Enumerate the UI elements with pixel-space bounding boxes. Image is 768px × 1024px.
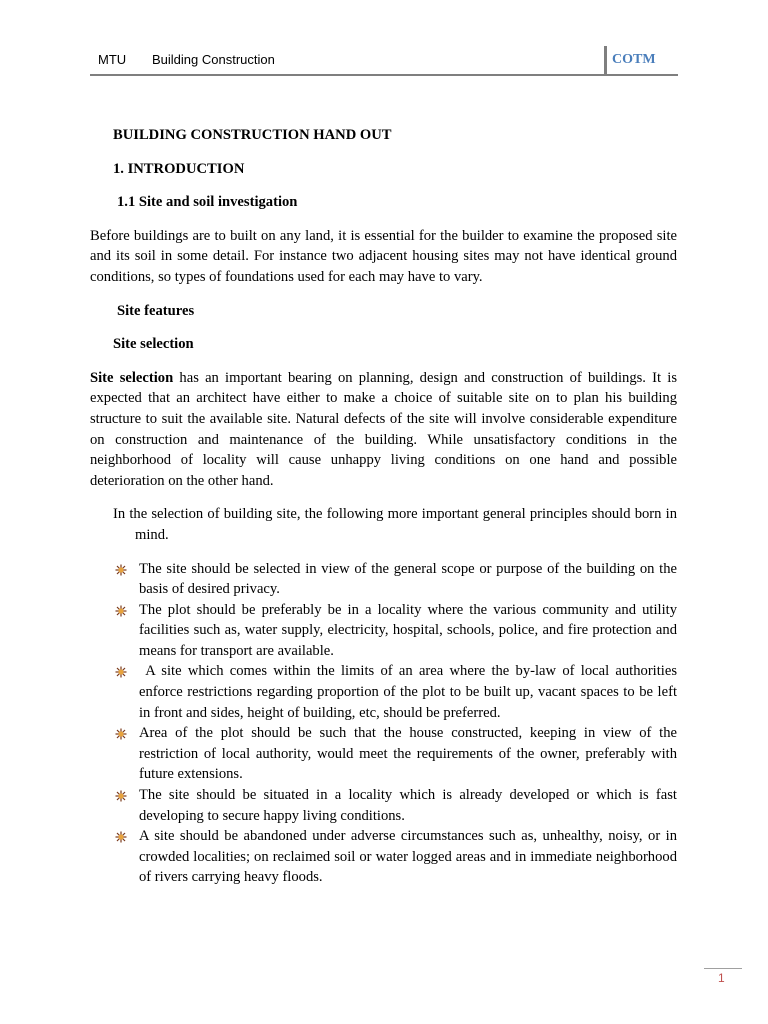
sunburst-bullet-icon — [115, 831, 127, 843]
list-item — [90, 785, 677, 826]
list-item — [90, 600, 677, 662]
header-org: MTU — [98, 52, 127, 67]
list-item — [90, 723, 677, 785]
list-item-text: A site which comes within the limits of an area where the by-law of local authorities enforce restrictions regarding proportion of the plot to be built up, vacant spaces to be left in front and sides, height of building, etc, should be preferred. — [139, 663, 681, 721]
document-body — [90, 125, 681, 888]
paragraph-site-selection — [90, 368, 677, 492]
subsection-heading-site-soil: 1.1 Site and soil investigation — [117, 194, 298, 211]
list-item — [90, 559, 677, 600]
paragraph-principles: In the selection of building site, the following more important general principles should born in mind. — [113, 506, 677, 543]
section-heading-introduction: 1. INTRODUCTION — [113, 160, 245, 177]
sunburst-bullet-icon — [115, 605, 127, 617]
list-item — [90, 826, 677, 888]
sunburst-bullet-icon — [115, 790, 127, 802]
page-header — [90, 44, 678, 76]
sunburst-bullet-icon — [115, 728, 127, 740]
list-item — [90, 661, 681, 723]
principles-list — [90, 559, 681, 889]
list-item-text: The site should be situated in a locality which is already developed or which is fast developing to secure happy living conditions. — [139, 787, 677, 824]
page-number-rule — [704, 968, 742, 969]
header-course: Building Construction — [152, 52, 275, 67]
heading-site-selection: Site selection — [113, 336, 194, 353]
list-item-text: The site should be selected in view of the general scope or purpose of the building on the basis of desired privacy. — [139, 560, 677, 598]
list-item-text: A site should be abandoned under adverse circumstances such as, unhealthy, noisy, or in crowded localities; on reclaimed soil or water logged areas and in immediate neighborhood of rivers carrying heavy floods. — [139, 828, 677, 886]
header-divider — [604, 46, 607, 75]
document-title: BUILDING CONSTRUCTION HAND OUT — [113, 127, 392, 143]
header-right-label: COTM — [612, 52, 656, 67]
site-selection-text: has an important bearing on planning, design and construction of buildings. It is expected that an architect have either to make a choice of suitable site on to plan his building structure to suit the available site. Natural defects of the site will involve considerable expenditure on construction and maintenance of the building. While unsatisfactory conditions in the neighborhood of locality will cause unhappy living conditions on one hand and possible deterioration on the other hand. — [90, 369, 677, 489]
sunburst-bullet-icon — [115, 666, 127, 678]
list-item-text: Area of the plot should be such that the house constructed, keeping in view of the restriction of local authority, would meet the requirements of the owner, preferably with future extensions. — [139, 725, 677, 783]
list-item-text: The plot should be preferably be in a locality where the various community and utility facilities such as, water supply, electricity, hospital, schools, police, and fire protection and means for transport are available. — [139, 601, 677, 659]
paragraph-intro: Before buildings are to built on any land, it is essential for the builder to examine the proposed site and its soil in some detail. For instance two adjacent housing sites may not have identical ground conditions, so types of foundations used for each may have to vary. — [90, 227, 677, 285]
heading-site-features: Site features — [117, 302, 195, 319]
page-number: 1 — [718, 971, 725, 985]
sunburst-bullet-icon — [115, 564, 127, 576]
site-selection-bold-lead: Site selection — [90, 369, 174, 386]
